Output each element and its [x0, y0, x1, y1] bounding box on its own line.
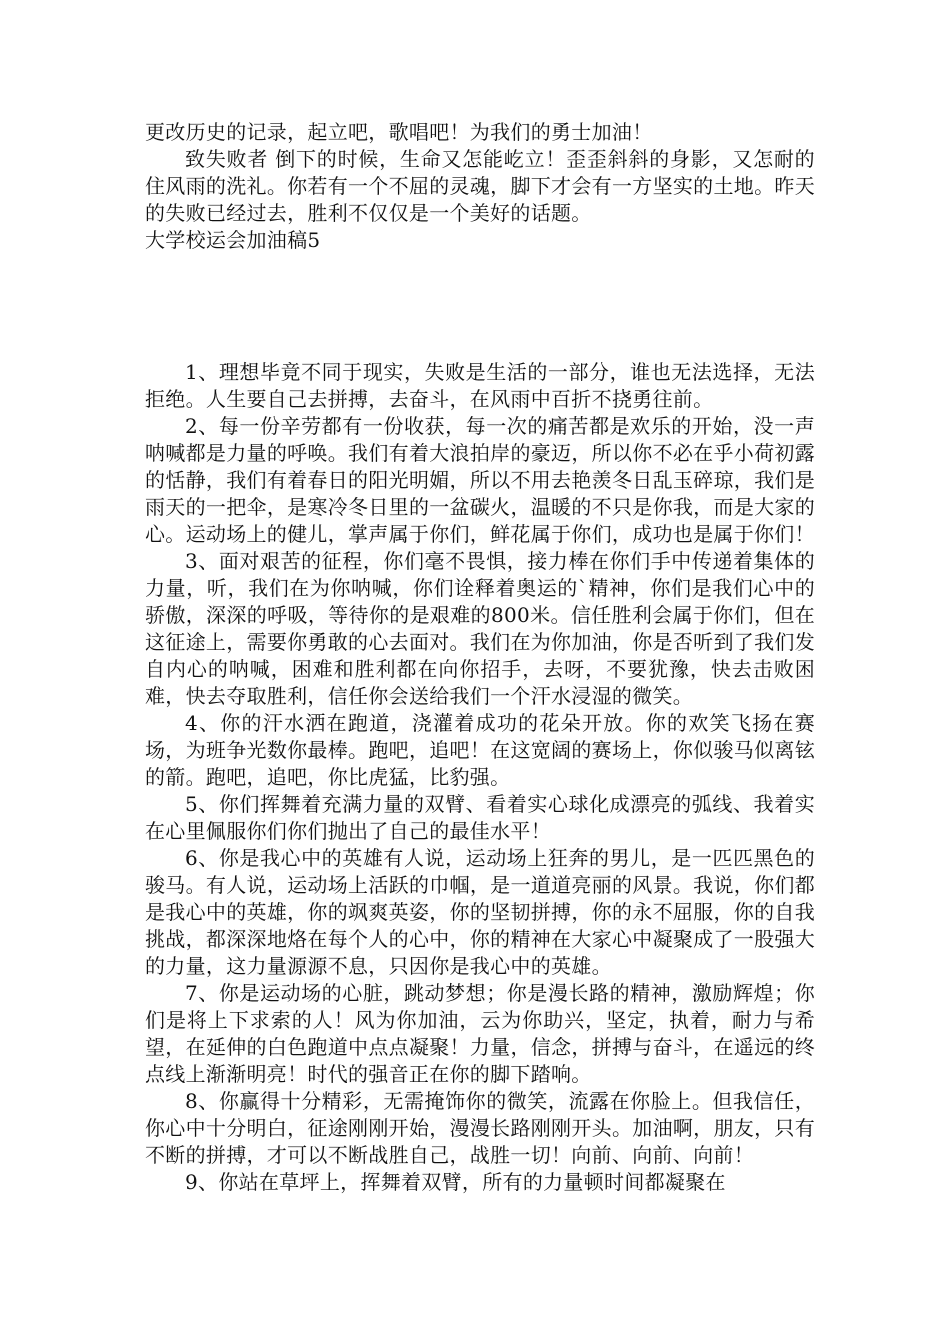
blank-gap — [145, 254, 815, 359]
intro-line: 更改历史的记录，起立吧，歌唱吧！为我们的勇士加油！ — [145, 120, 653, 144]
paragraph: 3、面对艰苦的征程，你们毫不畏惧，接力棒在你们手中传递着集体的力量，听，我们在为你呐喊，你们诠释着奥运的`精神，你们是我们心中的骄傲，深深的呼吸，等待你的是艰难的800米。信任胜利会属于你们，但在这征途上，需要你勇敢的心去面对。我们在为你加油，你是否听到了我们发自内心的呐喊，困难和胜利都在向你招手，去呀，不要犹豫，快去击败困难，快去夺取胜利，信任你会送给我们一个汗水浸湿的微笑。 — [145, 549, 815, 708]
paragraph: 2、每一份辛劳都有一份收获，每一次的痛苦都是欢乐的开始，没一声呐喊都是力量的呼唤。我们有着大浪拍岸的豪迈，所以你不必在乎小荷初露的恬静，我们有着春日的阳光明媚，所以不用去艳羡冬日乱玉碎琼，我们是雨天的一把伞，是寒冷冬日里的一盆碳火，温暖的不只是你我，而是大家的心。运动场上的健儿，掌声属于你们，鲜花属于你们，成功也是属于你们！ — [145, 414, 815, 546]
paragraph: 7、你是运动场的心脏，跳动梦想；你是漫长路的精神，激励辉煌；你们是将上下求索的人！风为你加油，云为你助兴，坚定，执着，耐力与希望，在延伸的白色跑道中点点凝聚！力量，信念，拼搏与奋斗，在遥远的终点线上渐渐明亮！时代的强音正在你的脚下踏响。 — [145, 981, 815, 1086]
paragraph: 5、你们挥舞着充满力量的双臂、看着实心球化成漂亮的弧线、我着实在心里佩服你们你们抛出了自己的最佳水平！ — [145, 792, 815, 843]
paragraph: 1、理想毕竟不同于现实，失败是生活的一部分，谁也无法选择，无法拒绝。人生要自己去拼搏，去奋斗，在风雨中百折不挠勇往前。 — [145, 360, 815, 411]
document-body — [145, 119, 815, 1196]
paragraph-to-failure: 致失败者 倒下的时候，生命又怎能屹立！歪歪斜斜的身影，又怎耐的住风雨的洗礼。你若有一个不屈的灵魂，脚下才会有一方坚实的土地。昨天的失败已经过去，胜利不仅仅是一个美好的话题。 — [145, 147, 815, 225]
paragraph: 6、你是我心中的英雄有人说，运动场上狂奔的男儿，是一匹匹黑色的骏马。有人说，运动场上活跃的巾帼，是一道道亮丽的风景。我说，你们都是我心中的英雄，你的飒爽英姿，你的坚韧拼搏，你的永不屈服，你的自我挑战，都深深地烙在每个人的心中，你的精神在大家心中凝聚成了一股强大的力量，这力量源源不息，只因你是我心中的英雄。 — [145, 846, 815, 978]
paragraph: 4、你的汗水洒在跑道，浇灌着成功的花朵开放。你的欢笑飞扬在赛场，为班争光数你最棒。跑吧，追吧！在这宽阔的赛场上，你似骏马似离铉的箭。跑吧，追吧，你比虎猛，比豹强。 — [145, 711, 815, 789]
paragraph: 8、你赢得十分精彩，无需掩饰你的微笑，流露在你脸上。但我信任，你心中十分明白，征途刚刚开始，漫漫长路刚刚开头。加油啊，朋友，只有不断的拼搏，才可以不断战胜自己，战胜一切！向前、向前、向前！ — [145, 1089, 815, 1167]
paragraph: 9、你站在草坪上，挥舞着双臂，所有的力量顿时间都凝聚在 — [185, 1170, 726, 1194]
section-heading: 大学校运会加油稿5 — [145, 228, 321, 252]
